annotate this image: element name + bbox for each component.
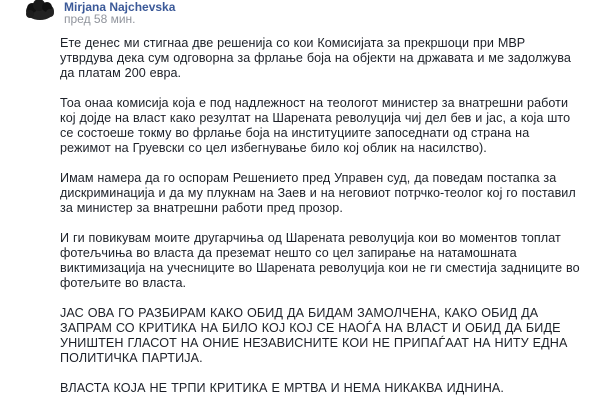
post-author-link[interactable]: Mirjana Najchevska	[64, 0, 176, 14]
post-paragraph-2: Тоа онаа комисија која е под надлежност на теологот министер за внатрешни работи кој дојде на власт како резултат на Шарената револуција чиј дел бев и јас, а која што се состоеше токму во фрлање боја на институциите запоседнати од страна на режимот на Груевски со цел избегнување било кој облик на насилство).	[60, 96, 571, 155]
post-paragraph-3: Имам намера да го оспорам Решението пред Управен суд, да поведам постапка за дискриминација и да му плукнам на Заев и на неговиот потрчко-теолог кој го поставил за министер за внатрешни работи пред прозор.	[60, 171, 576, 215]
post-timestamp[interactable]: пред 58 мин.	[64, 12, 136, 26]
post-paragraph-1: Ете денес ми стигнаа две решенија со кои Комисијата за прекршоци при МВР утврдува дека сум одговорна за фрлање боја на објекти на државата и ме задолжува да платам 200 евра.	[60, 36, 571, 80]
post-body	[60, 36, 580, 411]
post-paragraph-6: ВЛАСТА КОЈА НЕ ТРПИ КРИТИКА Е МРТВА И НЕМА НИКАКВА ИДНИНА.	[60, 381, 504, 395]
post-paragraph-4: И ги повикувам моите другарчиња од Шарената револуција кои во моментов топлат фотељчиња во власта да преземат нешто со цел запирање на натамошната виктимизација на учесниците во Шарената револуција кои не ги сместија задниците во фотељите во власта.	[60, 231, 580, 290]
avatar-silhouette-icon	[22, 0, 58, 22]
post-paragraph-5: ЈАС ОВА ГО РАЗБИРАМ КАКО ОБИД ДА БИДАМ ЗАМОЛЧЕНА, КАКО ОБИД ДА ЗАПРАМ СО КРИТИКА НА БИЛО КОЈ КОЈ СЕ НАОЃА НА ВЛАСТ И ОБИД ДА БИДЕ УНИШТЕН ГЛАСОТ НА ОНИЕ НЕЗАВИСНИТЕ КОИ НЕ ПРИПАЃААТ НА НИТУ ЕДНА ПОЛИТИЧКА ПАРТИЈА.	[60, 306, 568, 365]
avatar[interactable]	[22, 0, 58, 22]
